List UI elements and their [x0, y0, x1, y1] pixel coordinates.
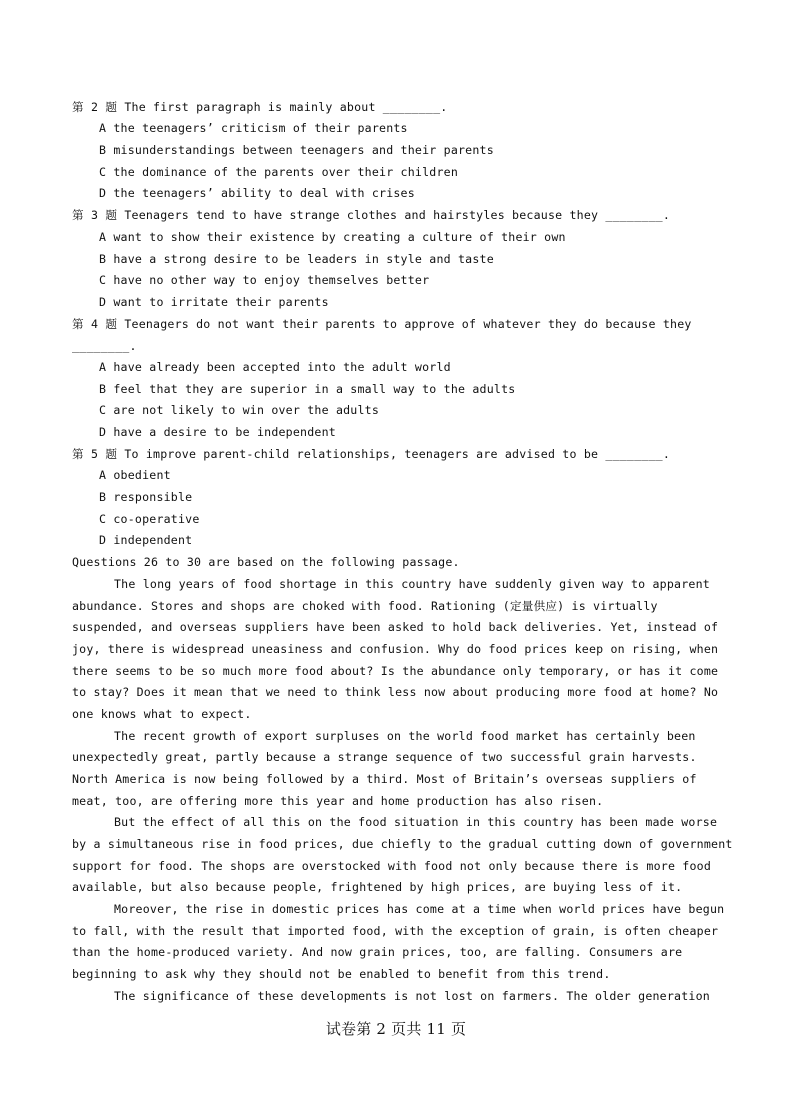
passage-line: available, but also because people, frightened by high prices, are buying less of it.: [72, 880, 683, 894]
question-4-option-d: D have a desire to be independent: [99, 425, 336, 439]
passage-line: to stay? Does it mean that we need to think less now about producing more food at home? No: [72, 685, 719, 699]
question-2-option-a: A the teenagers’ criticism of their parents: [99, 121, 408, 135]
passage-line: abundance. Stores and shops are choked with food. Rationing (定量供应) is virtually: [72, 599, 658, 613]
question-text: Teenagers do not want their parents to approve of whatever they do because they: [124, 317, 692, 331]
question-4-option-b: B feel that they are superior in a small way to the adults: [99, 382, 516, 396]
question-number: 第 4 题: [72, 317, 118, 331]
question-5-option-a: A obedient: [99, 468, 171, 482]
passage-line: unexpectedly great, partly because a strange sequence of two successful grain harvests.: [72, 750, 697, 764]
question-3-option-d: D want to irritate their parents: [99, 295, 329, 309]
question-5-option-c: C co-operative: [99, 512, 200, 526]
question-4-option-a: A have already been accepted into the adult world: [99, 360, 451, 374]
passage-line: North America is now being followed by a third. Most of Britain’s overseas suppliers of: [72, 772, 697, 786]
passage-line: one knows what to expect.: [72, 707, 252, 721]
passage-line: suspended, and overseas suppliers have been asked to hold back deliveries. Yet, instead of: [72, 620, 719, 634]
passage-line: The significance of these developments is not lost on farmers. The older generation: [114, 989, 710, 1003]
question-number: 第 2 题: [72, 100, 118, 114]
passage-line: there seems to be so much more food about? Is the abundance only temporary, or has it come: [72, 664, 719, 678]
question-2-stem: [72, 97, 447, 118]
question-2-option-c: C the dominance of the parents over their children: [99, 165, 459, 179]
question-4-stem-continued: ________.: [72, 339, 137, 353]
passage-line: to fall, with the result that imported food, with the exception of grain, is often cheaper: [72, 924, 719, 938]
question-3-option-a: A want to show their existence by creating a culture of their own: [99, 230, 566, 244]
passage-line: by a simultaneous rise in food prices, due chiefly to the gradual cutting down of government: [72, 837, 733, 851]
passage-line: support for food. The shops are overstocked with food not only because there is more food: [72, 859, 712, 873]
passage-intro: Questions 26 to 30 are based on the following passage.: [72, 555, 460, 569]
question-text: The first paragraph is mainly about ________.: [124, 100, 448, 114]
question-3-stem: [72, 205, 670, 226]
passage-line: Moreover, the rise in domestic prices has come at a time when world prices have begun: [114, 902, 725, 916]
passage-line: joy, there is widespread uneasiness and confusion. Why do food prices keep on rising, when: [72, 642, 719, 656]
question-3-option-c: C have no other way to enjoy themselves better: [99, 273, 430, 287]
passage-line: But the effect of all this on the food situation in this country has been made worse: [114, 815, 718, 829]
question-3-option-b: B have a strong desire to be leaders in style and taste: [99, 252, 494, 266]
passage-line: than the home-produced variety. And now grain prices, too, are falling. Consumers are: [72, 945, 683, 959]
passage-line: The long years of food shortage in this country have suddenly given way to apparent: [114, 577, 710, 591]
question-2-option-b: B misunderstandings between teenagers and their parents: [99, 143, 494, 157]
passage-line: The recent growth of export surpluses on the world food market has certainly been: [114, 729, 696, 743]
question-5-option-d: D independent: [99, 533, 193, 547]
question-2-option-d: D the teenagers’ ability to deal with crises: [99, 186, 415, 200]
question-4-option-c: C are not likely to win over the adults: [99, 403, 380, 417]
page-footer: 试卷第 2 页共 11 页: [325, 1020, 467, 1038]
question-text: To improve parent-child relationships, teenagers are advised to be ________.: [124, 447, 671, 461]
question-5-option-b: B responsible: [99, 490, 193, 504]
question-4-stem: [72, 314, 692, 335]
question-5-stem: [72, 444, 670, 465]
passage-line: beginning to ask why they should not be enabled to benefit from this trend.: [72, 967, 611, 981]
question-text: Teenagers tend to have strange clothes and hairstyles because they ________.: [124, 208, 671, 222]
passage-line: meat, too, are offering more this year and home production has also risen.: [72, 794, 604, 808]
question-number: 第 3 题: [72, 208, 118, 222]
question-number: 第 5 题: [72, 447, 118, 461]
